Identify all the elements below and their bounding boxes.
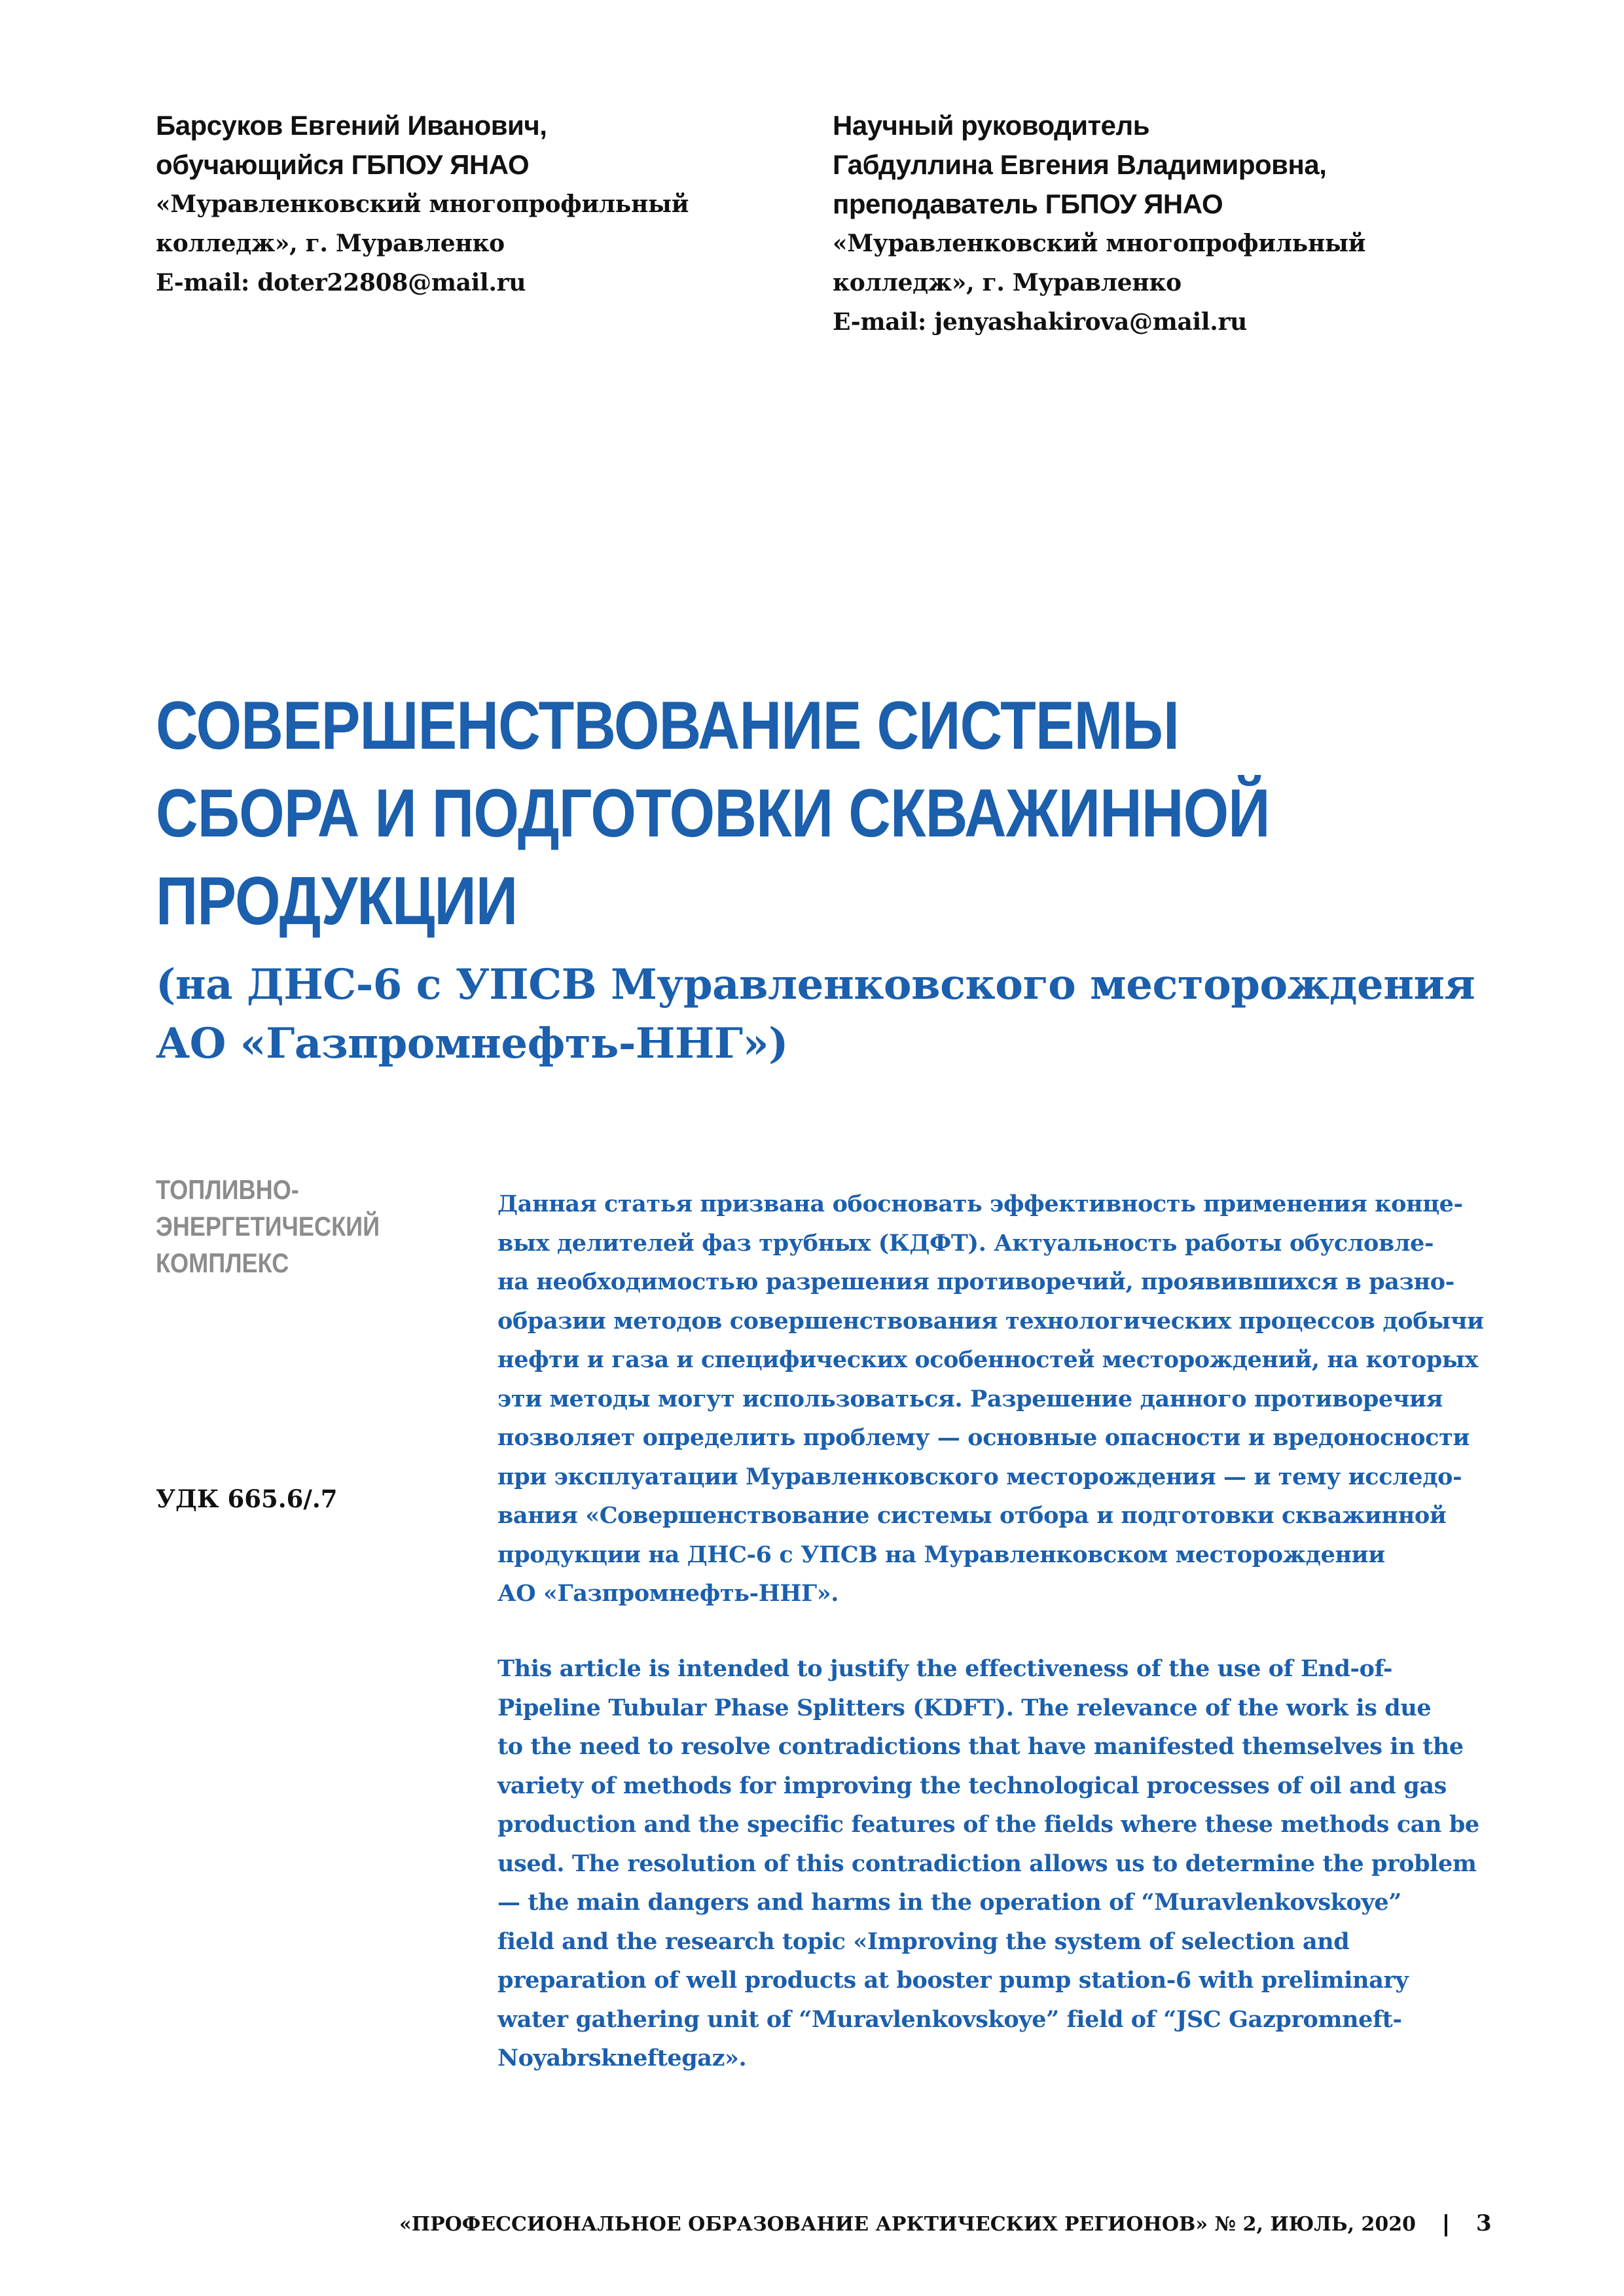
advisor-org-line-2: колледж», г. Муравленко — [833, 269, 1182, 296]
abstract-line: Noyabrskneftegaz». — [497, 2045, 747, 2072]
author-org-line-1: «Муравленковский многопрофильный — [156, 190, 689, 218]
advisor-role: преподаватель ГБПОУ ЯНАО — [833, 188, 1223, 219]
title-line: СОВЕРШЕНСТВОВАНИЕ СИСТЕМЫ — [156, 688, 1180, 764]
author-info — [156, 106, 719, 302]
subtitle-line: (на ДНС-6 с УПСВ Муравленковского месторождения — [156, 960, 1475, 1009]
article-title — [156, 682, 1530, 945]
author-email: E-mail: doter22808@mail.ru — [156, 269, 526, 296]
abstract-line: продукции на ДНС-6 с УПСВ на Муравленковском месторождении — [497, 1541, 1385, 1568]
advisor-org-line-1: «Муравленковский многопрофильный — [833, 230, 1366, 257]
udk-code: УДК 665.6/.7 — [156, 1484, 338, 1513]
abstract-line: эти методы могут использоваться. Разрешение данного противоречия — [497, 1385, 1443, 1412]
page-number: 3 — [1476, 2210, 1492, 2236]
abstract-line: нефти и газа и специфических особенностей месторождений, на которых — [497, 1346, 1478, 1373]
abstract-line: used. The resolution of this contradiction allows us to determine the problem — [497, 1850, 1477, 1877]
abstract-line: позволяет определить проблему — основные опасности и вредоносности — [497, 1424, 1470, 1451]
author-role: обучающийся ГБПОУ ЯНАО — [156, 149, 530, 180]
advisor-email: E-mail: jenyashakirova@mail.ru — [833, 308, 1248, 336]
abstract-line: на необходимостью разрешения противоречий, проявившихся в разно- — [497, 1268, 1454, 1295]
advisor-info — [833, 106, 1487, 342]
abstract-line: — the main dangers and harms in the operation of “Muravlenkovskoye” — [497, 1889, 1402, 1916]
abstract-line: вых делителей фаз трубных (КДФТ). Актуальность работы обусловле- — [497, 1229, 1434, 1257]
article-subtitle — [156, 956, 1530, 1073]
abstract-line: АО «Газпромнефть-ННГ». — [497, 1580, 839, 1607]
rubric-line: КОМПЛЕКС — [156, 1247, 289, 1278]
abstract-russian — [497, 1185, 1484, 1613]
footer-divider — [1445, 2214, 1447, 2236]
rubric-line: ТОПЛИВНО- — [156, 1174, 299, 1205]
abstract-line: water gathering unit of “Muravlenkovskoye” field of “JSC Gazpromneft- — [497, 2005, 1402, 2033]
abstract-line: to the need to resolve contradictions that have manifested themselves in the — [497, 1733, 1464, 1760]
author-name: Барсуков Евгений Иванович, — [156, 110, 547, 141]
title-line: СБОРА И ПОДГОТОВКИ СКВАЖИННОЙ — [156, 776, 1270, 852]
journal-name: «ПРОФЕССИОНАЛЬНОЕ ОБРАЗОВАНИЕ АРКТИЧЕСКИХ РЕГИОНОВ» № 2, ИЮЛЬ, 2020 — [399, 2213, 1416, 2236]
abstract-line: variety of methods for improving the technological processes of oil and gas — [497, 1772, 1447, 1799]
abstract-line: field and the research topic «Improving the system of selection and — [497, 1928, 1350, 1955]
abstract-line: образии методов совершенствования технологических процессов добычи — [497, 1307, 1484, 1335]
abstract-line: preparation of well products at booster pump station-6 with preliminary — [497, 1967, 1409, 1994]
author-org-line-2: колледж», г. Муравленко — [156, 230, 505, 257]
abstract-line: Данная статья призвана обосновать эффективность применения конце- — [497, 1191, 1463, 1217]
subtitle-line: АО «Газпромнефть-ННГ») — [156, 1019, 788, 1068]
advisor-name: Габдуллина Евгения Владимировна, — [833, 149, 1327, 180]
abstract-line: Pipeline Tubular Phase Splitters (KDFT). The relevance of the work is due — [497, 1694, 1432, 1721]
page-footer — [399, 2207, 1492, 2241]
abstract-line: при эксплуатации Муравленковского месторождения — и тему исследо- — [497, 1463, 1462, 1490]
abstract-line: вания «Совершенствование системы отбора и подготовки скважинной — [497, 1502, 1447, 1529]
section-rubric — [156, 1172, 431, 1282]
abstract-line: production and the specific features of the fields where these methods can be — [497, 1811, 1479, 1838]
title-line: ПРОДУКЦИИ — [156, 863, 518, 939]
advisor-label: Научный руководитель — [833, 110, 1150, 141]
abstract-line: This article is intended to justify the effectiveness of the use of End-of- — [497, 1655, 1393, 1682]
abstract-english — [497, 1649, 1479, 2078]
rubric-line: ЭНЕРГЕТИЧЕСКИЙ — [156, 1211, 380, 1242]
